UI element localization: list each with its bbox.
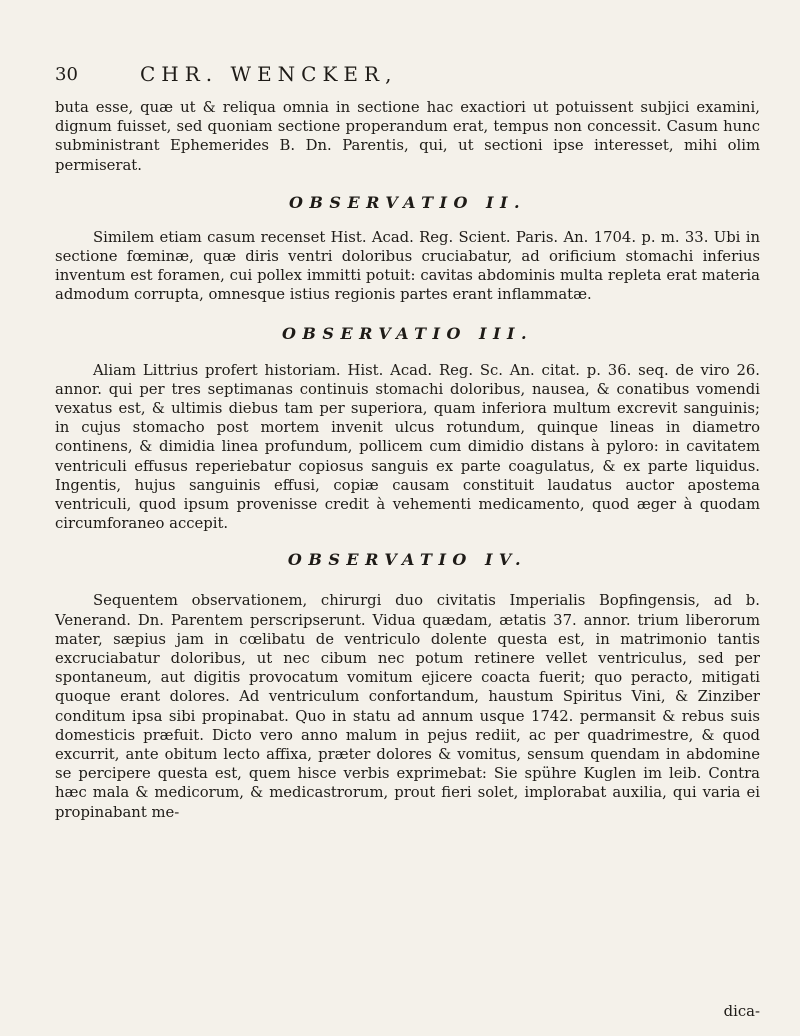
observation-2-text: Similem etiam casum recenset Hist. Acad. Reg. Scient. Paris. An. 1704. p. m. 33. Ubi in sectione fœminæ, quæ diris ventri doloribus cruciabatur, ad orificium stomachi inferius inventum est foramen, cui pollex immitti potuit: cavitas abdominis multa repleta erat materia admodum corrupta, omnesque istius regionis partes erant inflammatæ. [55, 228, 760, 304]
page-number: 30 [55, 64, 78, 85]
observation-2-heading: OBSERVATIO II. [288, 192, 527, 212]
catchword: dica- [723, 1003, 760, 1020]
observation-3-text: Aliam Littrius profert historiam. Hist. Acad. Reg. Sc. An. citat. p. 36. seq. de viro 26. annor. qui per tres septimanas continuis stomachi doloribus, nausea, & conatibus vomendi vexatus est, & ultimis diebus tam per superiora, quam inferiora multum excrevit sanguinis; in cujus stomacho post mortem invenit ulcus rotundum, quinque lineas in diametro continens, & dimidia linea profundum, pollicem cum dimidio distans à pyloro: in cavitatem ventriculi effusus reperiebatur copiosus sanguis ex parte coagulatus, & ex parte liquidus. Ingentis, hujus sanguinis effusi, copiæ causam constituit laudatus auctor apostema ventriculi, quod ipsum provenisse credit à vehementi medicamento, quod æger à quodam circumforaneo accepit. [55, 361, 760, 533]
observation-3-heading: OBSERVATIO III. [281, 323, 534, 343]
page-header [55, 64, 755, 92]
intro-paragraph: buta esse, quæ ut & reliqua omnia in sectione hac exactiori ut potuissent subjici examini, dignum fuisset, sed quoniam sectione properandum erat, tempus non concessit. Casum hunc subministrant Ephemerides B. Dn. Parentis, qui, ut sectioni ipse interesset, mihi olim permiserat. [55, 99, 760, 174]
running-head: CHR. WENCKER, [140, 62, 398, 86]
page-body [55, 98, 760, 822]
observation-4-text: Sequentem observationem, chirurgi duo civitatis Imperialis Bopfingensis, ad b. Venerand. Dn. Parentem perscripserunt. Vidua quædam, ætatis 37. annor. trium liberorum mater, sæpius jam in cœlibatu de ventriculo dolente questa est, in matrimonio tantis excruciabatur doloribus, ut nec cibum nec potum retinere vellet ventriculus, sed per spontaneum, aut digitis provocatum vomitum ejicere coacta fuerit; quo peracto, mitigati quoque erant dolores. Ad ventriculum confortandum, haustum Spiritus Vini, & Zinziber conditum ipsa sibi propinabat. Quo in statu ad annum usque 1742. permansit & rebus suis domesticis præfuit. Dicto vero anno malum in pejus rediit, ac per quadrimestre, & quod excurrit, ante obitum lecto affixa, præter dolores & vomitus, sensum quendam in abdomine se percipere questa est, quem hisce verbis exprimebat: Sie spühre Kuglen im leib. Contra hæc mala & medicorum, & medicastrorum, prout fieri solet, implorabat auxilia, qui varia ei propinabant me- [55, 592, 760, 821]
observation-4-heading: OBSERVATIO IV. [287, 550, 528, 570]
